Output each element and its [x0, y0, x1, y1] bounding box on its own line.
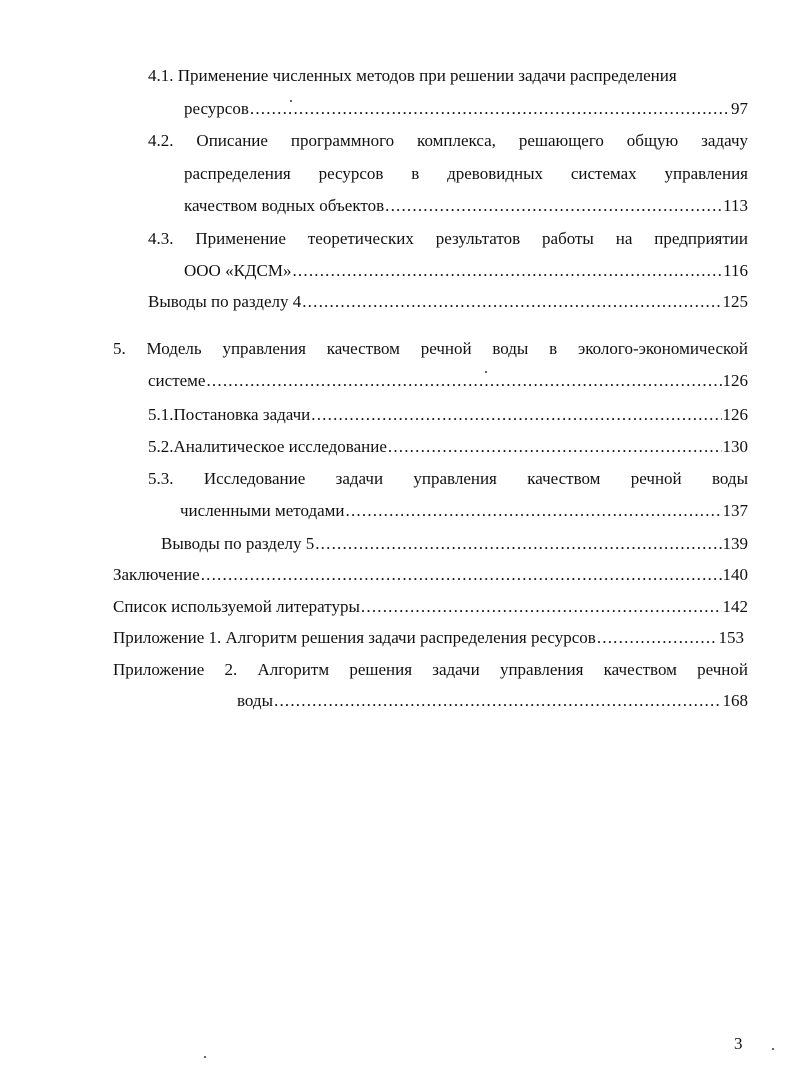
- dot-leader: [387, 433, 722, 461]
- scan-speck: [772, 1048, 774, 1050]
- toc-entry-4-2-cont: [184, 192, 748, 220]
- dot-leader: [200, 561, 722, 589]
- toc-entry-text: 4.2. Описание программного комплекса, решающего общую задачу: [148, 131, 748, 150]
- toc-page-number: 139: [722, 534, 748, 553]
- dot-leader: [596, 624, 718, 652]
- toc-page-number: 126: [722, 371, 748, 390]
- dot-leader: [360, 593, 722, 621]
- dot-leader: [249, 95, 730, 123]
- toc-entry-text: ресурсов: [184, 99, 249, 118]
- scan-speck: [290, 100, 292, 102]
- toc-entry-5-1: [148, 401, 748, 429]
- dot-leader: [345, 497, 722, 525]
- toc-entry-text: 4.1. Применение численных методов при решении задачи распределения: [148, 66, 677, 85]
- toc-entry-text: распределения ресурсов в древовидных системах управления: [184, 164, 748, 183]
- toc-entry-text: 5.1.Постановка задачи: [148, 405, 311, 424]
- toc-entry-text: Приложение 1. Алгоритм решения задачи распределения ресурсов: [113, 628, 596, 647]
- toc-entry-text: Список используемой литературы: [113, 597, 360, 616]
- toc-page-number: 140: [722, 565, 748, 584]
- dot-leader: [273, 687, 722, 715]
- toc-entry-appendix-2-cont: [237, 687, 748, 715]
- toc-page-number: 142: [722, 597, 748, 616]
- toc-page-number: 116: [723, 261, 748, 280]
- toc-entry-4-1-cont: [184, 95, 748, 123]
- toc-page-number: 168: [722, 691, 748, 710]
- toc-entry-conclusion: [113, 561, 748, 589]
- toc-page-number: 137: [722, 501, 748, 520]
- toc-entry-text: 5.3. Исследование задачи управления качеством речной воды: [148, 469, 748, 488]
- toc-entry-text: численными методами: [180, 501, 345, 520]
- toc-entry-chapter-5-cont: [148, 367, 748, 395]
- toc-page-number: 97: [731, 99, 748, 118]
- toc-entry-5-3: [148, 465, 748, 493]
- toc-entry-conclusions-4: [148, 288, 748, 316]
- toc-page-number: 126: [722, 405, 748, 424]
- toc-entry-text: 5.2.Аналитическое исследование: [148, 437, 387, 456]
- toc-entry-text: Приложение 2. Алгоритм решения задачи управления качеством речной: [113, 660, 748, 679]
- toc-entry-4-2-line2: [184, 160, 748, 188]
- dot-leader: [314, 530, 721, 558]
- toc-entry-appendix-2: [113, 656, 748, 684]
- toc-entry-text: Заключение: [113, 565, 200, 584]
- toc-entry-appendix-1: [113, 624, 744, 652]
- toc-entry-text: ООО «КДСМ»: [184, 261, 292, 280]
- toc-entry-text: 5. Модель управления качеством речной воды в эколого-экономической: [113, 339, 748, 358]
- dot-leader: [310, 401, 721, 429]
- page-number: 3: [734, 1034, 743, 1053]
- toc-entry-5-3-cont: [180, 497, 748, 525]
- toc-entry-5-2: [148, 433, 748, 461]
- toc-entry-text: системе: [148, 371, 206, 390]
- toc-entry-text: Выводы по разделу 4: [148, 292, 302, 311]
- toc-page-number: 153: [718, 628, 744, 647]
- toc-entry-chapter-5: [113, 335, 748, 363]
- scan-speck: [485, 371, 487, 373]
- toc-entry-text: качеством водных объектов: [184, 196, 385, 215]
- dot-leader: [291, 257, 722, 285]
- toc-page-number: 113: [723, 196, 748, 215]
- scan-speck: [204, 1056, 206, 1058]
- toc-entry-references: [113, 593, 748, 621]
- toc-entry-4-1: [148, 62, 748, 90]
- dot-leader: [301, 288, 721, 316]
- toc-entry-conclusions-5: [161, 530, 748, 558]
- toc-entry-text: 4.3. Применение теоретических результатов работы на предприятии: [148, 229, 748, 248]
- dot-leader: [205, 367, 721, 395]
- toc-entry-4-3: [148, 225, 748, 253]
- toc-page-number: 125: [722, 292, 748, 311]
- dot-leader: [384, 192, 722, 220]
- toc-entry-text: Выводы по разделу 5: [161, 534, 315, 553]
- toc-entry-4-3-cont: [184, 257, 748, 285]
- toc-entry-4-2: [148, 127, 748, 155]
- toc-page-number: 130: [722, 437, 748, 456]
- toc-entry-text: воды: [237, 691, 273, 710]
